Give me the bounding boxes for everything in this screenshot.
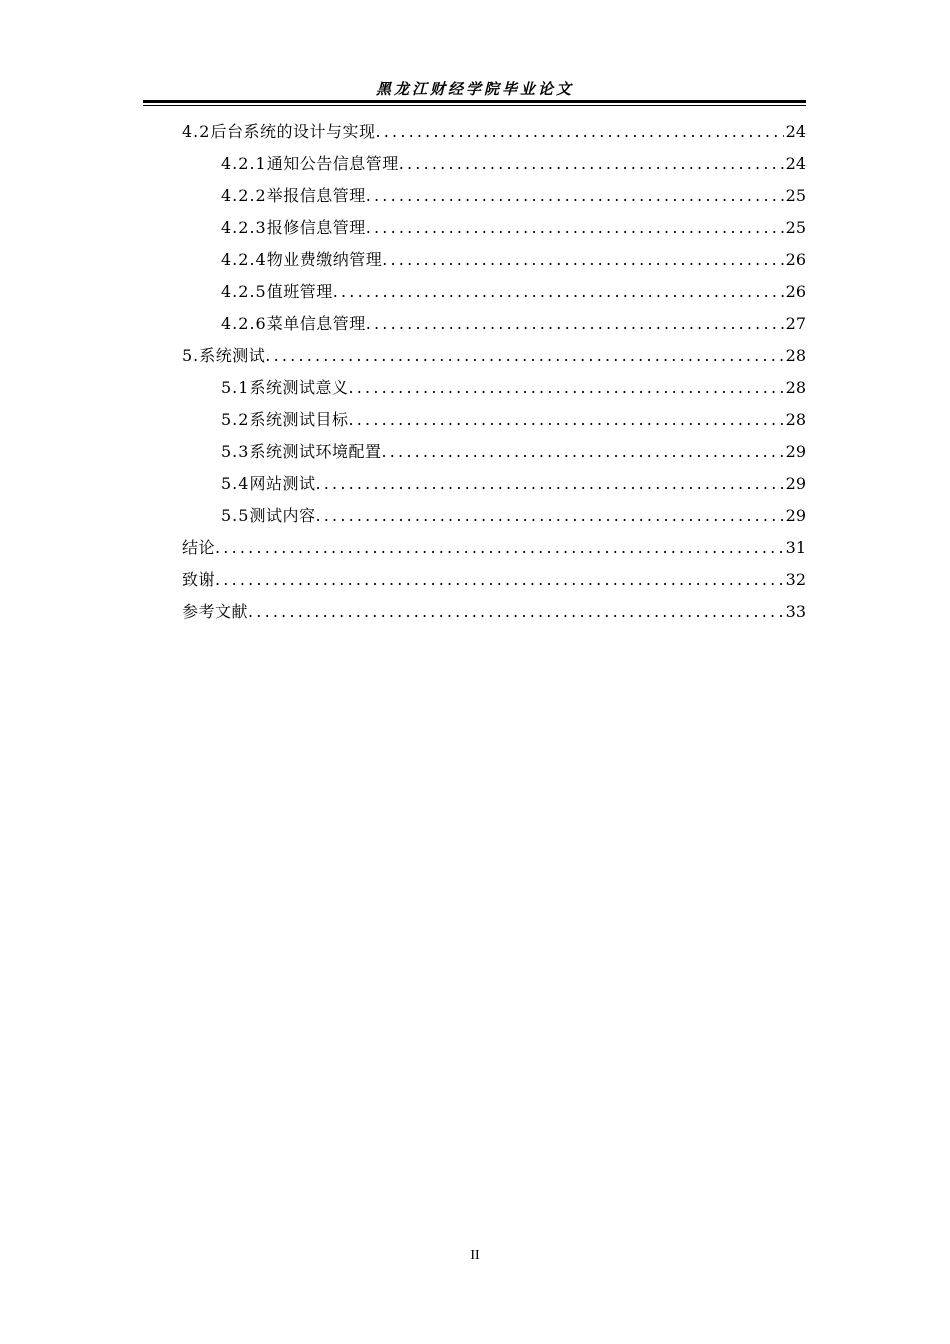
toc-leader-dots xyxy=(399,148,784,180)
toc-entry[interactable] xyxy=(182,468,806,500)
toc-entry-number: 5.4 xyxy=(221,474,250,493)
toc-leader-dots xyxy=(215,532,784,564)
toc-leader-dots xyxy=(315,500,783,532)
toc-entry-page: 25 xyxy=(785,218,806,237)
toc-entry-page: 25 xyxy=(785,186,806,205)
toc-leader-dots xyxy=(381,436,783,468)
toc-entry-page: 27 xyxy=(785,314,806,333)
toc-entry[interactable] xyxy=(182,532,806,564)
toc-leader-dots xyxy=(366,212,784,244)
toc-leader-dots xyxy=(348,372,783,404)
toc-entry-page: 24 xyxy=(785,122,806,141)
header-rule-thin xyxy=(143,105,806,106)
toc-entry-number: 4.2 xyxy=(182,122,211,141)
toc-entry[interactable] xyxy=(182,148,806,180)
header-title: 黑龙江财经学院毕业论文 xyxy=(375,80,574,98)
toc-entry-page: 32 xyxy=(785,570,806,589)
toc-entry[interactable] xyxy=(182,212,806,244)
toc-entry-number: 4.2.1 xyxy=(221,154,267,173)
toc-entry[interactable] xyxy=(182,340,806,372)
toc-entry[interactable] xyxy=(182,436,806,468)
toc-leader-dots xyxy=(375,116,783,148)
toc-leader-dots xyxy=(366,180,784,212)
toc-entry-title: 后台系统的设计与实现 xyxy=(210,122,376,141)
toc-entry-title: 通知公告信息管理 xyxy=(266,154,399,173)
toc-entry-page: 31 xyxy=(785,538,806,557)
toc-entry-page: 28 xyxy=(785,346,806,365)
toc-entry-title: 结论 xyxy=(182,538,216,557)
toc-leader-dots xyxy=(215,564,784,596)
toc-entry-number: 4.2.4 xyxy=(221,250,267,269)
header-rule-thick xyxy=(143,100,806,103)
toc-entry-page: 29 xyxy=(785,442,806,461)
toc-leader-dots xyxy=(315,468,783,500)
toc-entry-page: 26 xyxy=(785,250,806,269)
toc-entry[interactable] xyxy=(182,372,806,404)
toc-entry[interactable] xyxy=(182,276,806,308)
toc-entry-number: 5.2 xyxy=(221,410,250,429)
toc-entry-title: 菜单信息管理 xyxy=(266,314,366,333)
toc-entry-page: 29 xyxy=(785,506,806,525)
toc-entry[interactable] xyxy=(182,500,806,532)
toc-entry-title: 系统测试意义 xyxy=(249,378,349,397)
page-number: II xyxy=(470,1248,480,1263)
toc-entry-title: 参考文献 xyxy=(182,602,249,621)
toc-entry-page: 29 xyxy=(785,474,806,493)
toc-entry-page: 33 xyxy=(785,602,806,621)
toc-entry[interactable] xyxy=(182,180,806,212)
toc-entry-number: 5. xyxy=(182,346,200,365)
toc-entry[interactable] xyxy=(182,404,806,436)
toc-leader-dots xyxy=(348,404,783,436)
toc-entry-number: 5.3 xyxy=(221,442,250,461)
toc-entry-title: 物业费缴纳管理 xyxy=(266,250,383,269)
toc-entry-title: 值班管理 xyxy=(266,282,333,301)
toc-entry-number: 5.5 xyxy=(221,506,250,525)
toc-entry-title: 举报信息管理 xyxy=(266,186,366,205)
toc-entry-page: 26 xyxy=(785,282,806,301)
toc-entry[interactable] xyxy=(182,596,806,628)
toc-entry-title: 系统测试目标 xyxy=(249,410,349,429)
toc-leader-dots xyxy=(248,596,784,628)
table-of-contents xyxy=(182,116,806,628)
toc-entry-title: 系统测试 xyxy=(199,346,266,365)
toc-entry[interactable] xyxy=(182,116,806,148)
toc-entry[interactable] xyxy=(182,564,806,596)
toc-entry-page: 24 xyxy=(785,154,806,173)
toc-entry-number: 4.2.6 xyxy=(221,314,267,333)
toc-leader-dots xyxy=(333,276,784,308)
toc-entry-title: 测试内容 xyxy=(249,506,316,525)
toc-entry-title: 报修信息管理 xyxy=(266,218,366,237)
toc-leader-dots xyxy=(366,308,784,340)
toc-entry-title: 致谢 xyxy=(182,570,216,589)
toc-entry-number: 4.2.5 xyxy=(221,282,267,301)
toc-entry-number: 5.1 xyxy=(221,378,250,397)
toc-entry-title: 网站测试 xyxy=(249,474,316,493)
toc-entry[interactable] xyxy=(182,244,806,276)
toc-entry-page: 28 xyxy=(785,378,806,397)
toc-entry-number: 4.2.3 xyxy=(221,218,267,237)
toc-entry[interactable] xyxy=(182,308,806,340)
toc-entry-page: 28 xyxy=(785,410,806,429)
toc-entry-title: 系统测试环境配置 xyxy=(249,442,382,461)
toc-entry-number: 4.2.2 xyxy=(221,186,267,205)
toc-leader-dots xyxy=(265,340,783,372)
toc-leader-dots xyxy=(382,244,783,276)
